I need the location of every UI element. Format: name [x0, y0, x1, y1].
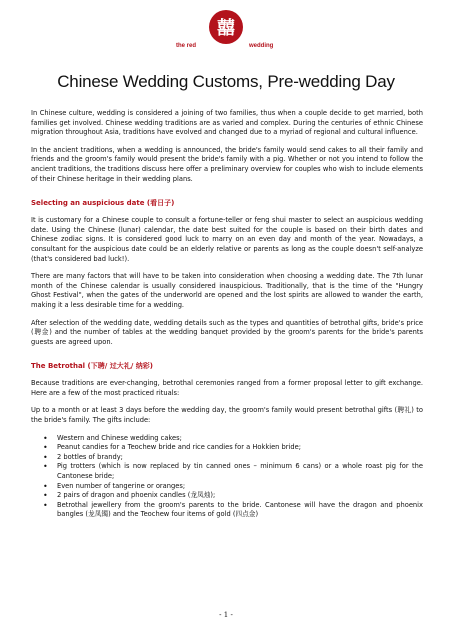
logo-text-right: wedding	[249, 43, 274, 49]
list-item: • 2 pairs of dragon and phoenix candles (龙凤烛);	[57, 491, 423, 501]
intro-paragraph-2: In the ancient traditions, when a wedding is announced, the bride's family would send cakes to all their family and friends and the groom's family would present the bride's family with a pig. Whether or not you intend to follow the ancient traditions, the traditions discuss here offer a preliminary overview for couples who wish to include elements of their Chinese heritage in their wedding plans.	[31, 145, 423, 183]
list-item: • Even number of tangerine or oranges;	[57, 482, 423, 492]
date-paragraph-2: There are many factors that will have to be taken into consideration when choosing a wedding date. The 7th lunar month of the Chinese calendar is usually considered inauspicious. Traditionally, that is the time of the "Hungry Ghost Festival", when the gates of the underworld are opened and the lost spirits are allowed to wander the earth, making it a less desirable time for a wedding.	[31, 272, 423, 309]
list-item: • Western and Chinese wedding cakes;	[57, 434, 423, 444]
list-item: • Pig trotters (which is now replaced by tin canned ones – minimum 6 cans) or a whole roast pig for the Cantonese bride;	[57, 462, 423, 481]
brand-logo	[0, 10, 452, 56]
list-item: • Peanut candies for a Teochew bride and rice candies for a Hokkien bride;	[57, 443, 423, 453]
section-heading-betrothal: The Betrothal (下聘/ 过大礼/ 纳彩)	[31, 362, 153, 371]
section-heading-date: Selecting an auspicious date (看日子)	[31, 199, 175, 208]
logo-glyph: 囍	[217, 18, 235, 39]
list-item: • Betrothal jewellery from the groom's parents to the bride. Cantonese will have the dragon and phoenix bangles (龙凤镯) and the Teochew four items of gold (四点金)	[57, 501, 423, 520]
date-paragraph-1: It is customary for a Chinese couple to consult a fortune-teller or feng shui master to select an auspicious wedding date. Using the Chinese (lunar) calendar, the date best suited for the couple is based on their birth dates and Chinese zodiac signs. It is considered good luck to marry on an even day and month of the year. Nowadays, a consultant for the auspicious date could be an elderly relative or parents as long as the couple doesn't self-analyze (that's considered bad luck!).	[31, 216, 423, 263]
page-title: Chinese Wedding Customs, Pre-wedding Day	[57, 72, 395, 91]
intro-paragraph-1: In Chinese culture, wedding is considered a joining of two families, thus when a couple decide to get married, both families get involved. Chinese wedding traditions are as varied and complex. During the centuries of ethnic Chinese migration throughout Asia, traditions have evolved and changed due to a myriad of regional and cultural influence.	[31, 109, 423, 137]
double-happiness-icon	[209, 10, 243, 44]
betrothal-paragraph-1: Because traditions are ever-changing, betrothal ceremonies ranged from a former proposal letter to gift exchange. Here are a few of the most practiced rituals:	[31, 379, 423, 397]
page-number: - 1 -	[219, 611, 233, 619]
betrothal-paragraph-2: Up to a month or at least 3 days before the wedding day, the groom's family would present betrothal gifts (聘礼) to the bride's family. The gifts include:	[31, 406, 423, 425]
list-item: • 2 bottles of brandy;	[57, 453, 423, 463]
document-body	[31, 109, 423, 520]
date-paragraph-3: After selection of the wedding date, wedding details such as the types and quantities of betrothal gifts, bride's price (聘金) and the number of tables at the wedding banquet provided by the groom's parents for the bride's parents guests are agreed upon.	[31, 318, 423, 346]
gift-list	[31, 434, 423, 520]
logo-text-left: the red	[176, 43, 197, 49]
